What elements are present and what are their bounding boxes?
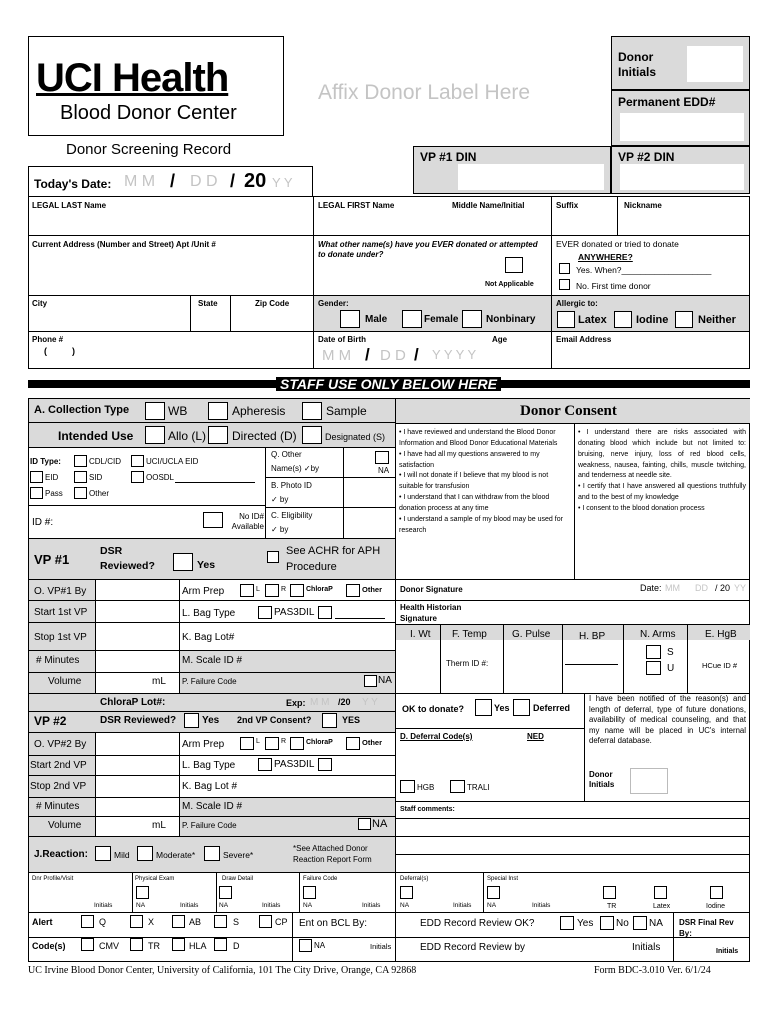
affix-label: Affix Donor Label Here [318, 81, 531, 104]
draw-detail-label: Draw Detail [222, 876, 254, 882]
date-dd[interactable]: D D [190, 173, 218, 190]
failure2-na-checkbox[interactable] [358, 818, 371, 830]
vp2-label: VP #2 [34, 714, 67, 728]
bag-lot1-label: K. Bag Lot# [182, 632, 235, 643]
name-by-label: Name(s) ✓by [271, 464, 320, 473]
physical-exam-na: NA [136, 902, 146, 909]
no-id-checkbox[interactable] [203, 512, 223, 528]
severe-checkbox[interactable] [204, 846, 220, 861]
special-inst-na: NA [487, 902, 497, 909]
failure-code-checkbox[interactable] [303, 886, 316, 899]
moderate-checkbox[interactable] [137, 846, 153, 861]
hgb-label: E. HgB [705, 629, 737, 640]
alert-q-label: Q [99, 917, 107, 927]
consent-left-item: • I understand a sample of my blood may be used for research [399, 515, 563, 534]
edd-yes-label: Yes [577, 918, 594, 929]
mild-checkbox[interactable] [95, 846, 111, 861]
female-label: Female [424, 314, 459, 325]
code-cmv-checkbox[interactable] [81, 938, 94, 951]
dnr-profile-initials: Initials [94, 902, 113, 909]
edd-na-label: NA [649, 918, 663, 929]
bp-label: H. BP [579, 631, 606, 642]
iodine-label: Iodine [636, 314, 669, 326]
bag-type1-label: L. Bag Type [182, 608, 236, 619]
bag-type2-other-checkbox[interactable] [318, 758, 332, 771]
nonbinary-checkbox[interactable] [462, 310, 482, 328]
ent-bcl-initials: Initials [370, 942, 392, 951]
footer-address: UC Irvine Blood Donor Center, University of California, 101 The City Drive, Orange, CA 92868 [28, 965, 417, 976]
alert-s-label: S [233, 917, 240, 927]
dsr-yes-checkbox[interactable] [173, 553, 193, 571]
trali-checkbox[interactable] [450, 780, 465, 793]
female-checkbox[interactable] [402, 310, 422, 328]
see-achr-checkbox[interactable] [267, 551, 279, 563]
severe-label: Severe* [223, 850, 254, 860]
legal-last-label: LEGAL LAST Name [32, 201, 107, 210]
permanent-edd-field[interactable] [620, 113, 744, 141]
consent-left-item: • I have reviewed and understand the Blood Donor Information and Blood Donor Educational Materials [399, 429, 558, 447]
not-applicable-checkbox[interactable] [505, 257, 523, 273]
special-inst-label: Special Inst [487, 876, 519, 882]
deferral-codes-label: D. Deferral Code(s) [400, 732, 473, 741]
failure-code2-label: P. Failure Code [182, 821, 237, 830]
deferrals-label: Deferral(s) [400, 876, 429, 882]
stop1-label: Stop 1st VP [34, 632, 87, 643]
hgb-defer-checkbox[interactable] [400, 780, 415, 793]
id-type-label: ID Type: [30, 457, 61, 466]
allo-checkbox[interactable] [145, 426, 165, 444]
volume1-ml: mL [152, 676, 166, 687]
arms-label: N. Arms [640, 629, 676, 640]
deferrals-initials: Initials [453, 902, 472, 909]
footer-form: Form BDC-3.010 Ver. 6/1/24 [594, 965, 711, 976]
consent-date-mm[interactable]: MM [665, 583, 680, 593]
deferral-donor-initials: Donor Initials [589, 770, 615, 790]
latex-bottom-checkbox[interactable] [654, 886, 667, 899]
allergic-label: Allergic to: [556, 299, 598, 308]
neither-checkbox[interactable] [675, 311, 693, 328]
not-applicable-label: Not Applicable [485, 281, 534, 288]
staff-comments-label: Staff comments: [400, 806, 455, 813]
ent-bcl-na-checkbox[interactable] [299, 939, 312, 952]
no-id-label: No ID# Available [231, 512, 264, 531]
arm1-other-checkbox[interactable] [346, 584, 360, 597]
tr-checkbox[interactable] [603, 886, 616, 899]
vp1-by-label: O. VP#1 By [34, 586, 87, 597]
arm1-other: Other [362, 585, 383, 594]
arm2-other: Other [362, 738, 383, 747]
alert-q-checkbox[interactable] [81, 915, 94, 928]
alert-label: Alert [32, 917, 53, 927]
designated-label: Designated (S) [325, 432, 386, 442]
consent-right-item: • I understand there are risks associated with donating blood which include but not limited to: bruising, nerve injury, loss of red blood cells, weakness, nausea, fainting, chills, muscle twitching, and tenderness at needle site. [578, 429, 746, 480]
draw-detail-checkbox[interactable] [219, 886, 232, 899]
eligibility-label: C. Eligibility [271, 511, 313, 520]
ent-bcl-na: NA [314, 941, 326, 950]
alert-ab-label: AB [189, 917, 202, 927]
apheresis-checkbox[interactable] [208, 402, 228, 420]
allo-label: Allo (L) [168, 429, 207, 443]
arm1-l-checkbox[interactable] [240, 584, 254, 597]
other-id-label: Other [89, 489, 110, 498]
edd-by-label: EDD Record Review by [420, 942, 526, 953]
see-achr-label: See ACHR for APH Procedure [286, 545, 381, 573]
ok-yes-checkbox[interactable] [475, 699, 492, 716]
uci-ucla-checkbox[interactable] [131, 455, 144, 467]
dob-label: Date of Birth [318, 335, 366, 344]
uci-ucla-label: UCI/UCLA EID [146, 457, 199, 466]
reaction-label: J.Reaction: [34, 849, 88, 860]
q-other-na: NA [378, 466, 390, 475]
phone-label: Phone # [32, 335, 64, 344]
code-d-checkbox[interactable] [214, 938, 227, 951]
ok-to-donate-label: OK to donate? [402, 704, 464, 714]
ent-bcl-label: Ent on BCL By: [299, 918, 367, 929]
no-first-label: No. First time donor [576, 281, 651, 291]
nickname-label: Nickname [624, 201, 662, 210]
code-tr-label: TR [148, 941, 160, 951]
todays-date-label: Today's Date: [34, 177, 112, 191]
mild-label: Mild [114, 850, 130, 860]
donor-initials-field[interactable] [687, 46, 743, 82]
physical-exam-initials: Initials [180, 902, 199, 909]
bag-lot2-label: K. Bag Lot # [182, 781, 238, 792]
neither-label: Neither [698, 314, 736, 326]
scale-id2-label: M. Scale ID # [182, 801, 243, 812]
bag-type2-label: L. Bag Type [182, 760, 236, 771]
photo-by-label: ✓ by [271, 495, 289, 504]
male-label: Male [365, 314, 388, 325]
physical-exam-label: Physical Exam [135, 876, 175, 882]
vp2-consent-label: 2nd VP Consent? [237, 715, 312, 725]
eid-checkbox[interactable] [30, 471, 43, 483]
deferrals-checkbox[interactable] [400, 886, 413, 899]
special-inst-checkbox[interactable] [487, 886, 500, 899]
failure1-na-checkbox[interactable] [364, 675, 377, 687]
address-label: Current Address (Number and Street) Apt /Unit # [32, 240, 216, 249]
pas3dil2-checkbox[interactable] [258, 758, 272, 771]
arm1-r-checkbox[interactable] [265, 584, 279, 597]
wt-label: I. Wt [410, 629, 431, 640]
consent-left-item: • I have had all my questions answered to my satisfaction [399, 450, 540, 469]
code-hla-checkbox[interactable] [172, 938, 185, 951]
latex-bottom-label: Latex [653, 903, 671, 910]
cdl-label: CDL/CID [89, 457, 122, 466]
dsr-final-initials: Initials [716, 948, 739, 955]
suffix-label: Suffix [556, 201, 579, 210]
exp-20: /20 [338, 697, 351, 707]
arm-prep1-label: Arm Prep [182, 586, 225, 597]
record-title: Donor Screening Record [66, 141, 232, 158]
dnr-profile-label: Dnr Profile/Visit [32, 876, 74, 882]
consent-date-dd[interactable]: DD [695, 583, 708, 593]
alert-x-label: X [148, 917, 155, 927]
consent-left-item: • I understand that I can withdraw from the blood donation process at any time [399, 494, 550, 512]
latex-checkbox[interactable] [557, 311, 575, 328]
code-cmv-label: CMV [99, 941, 119, 951]
exp-mm[interactable]: M M [310, 697, 330, 708]
sid-label: SID [89, 473, 103, 482]
pas3dil2-label: PAS3DIL [274, 759, 315, 770]
ok-deferred-checkbox[interactable] [513, 699, 530, 716]
nonbinary-label: Nonbinary [486, 314, 536, 325]
vp2-by-label: O. VP#2 By [34, 739, 87, 750]
arms-u-checkbox[interactable] [646, 661, 661, 675]
edd-no-checkbox[interactable] [600, 916, 614, 930]
ned-label: NED [527, 732, 544, 741]
dob-dd[interactable]: D D [380, 347, 406, 364]
vp2-din-label: VP #2 DIN [618, 150, 675, 164]
latex-label: Latex [578, 314, 607, 326]
codes-label: Code(s) [32, 941, 66, 951]
dob-yyyy[interactable]: Y Y Y Y [432, 347, 477, 362]
oosdl-label: OOSDL [146, 473, 175, 482]
draw-detail-initials: Initials [262, 902, 281, 909]
tr-label: TR [607, 903, 617, 910]
date-mm[interactable]: M M [124, 173, 156, 190]
failure-code-na: NA [303, 902, 313, 909]
moderate-label: Moderate* [156, 850, 196, 860]
arm2-other-checkbox[interactable] [346, 737, 360, 750]
middle-name-label: Middle Name/Initial [452, 201, 525, 210]
consent-left-list [399, 428, 571, 536]
alert-s-checkbox[interactable] [214, 915, 227, 928]
legal-first-label: LEGAL FIRST Name [318, 201, 395, 210]
city-label: City [32, 299, 48, 308]
code-hla-label: HLA [189, 941, 207, 951]
dsr2-yes-label: Yes [202, 715, 220, 726]
wb-checkbox[interactable] [145, 402, 165, 420]
dob-mm[interactable]: M M [322, 347, 352, 364]
alert-cp-label: CP [275, 917, 288, 927]
id-number-label: ID #: [32, 517, 54, 528]
edd-yes-checkbox[interactable] [560, 916, 574, 930]
hgb-defer-label: HGB [417, 783, 435, 792]
start2-label: Start 2nd VP [30, 760, 87, 771]
edd-ok-label: EDD Record Review OK? [420, 918, 535, 929]
volume2-ml: mL [152, 820, 166, 831]
failure-code1-label: P. Failure Code [182, 677, 237, 686]
vp1-din-field[interactable] [458, 164, 604, 190]
code-d-label: D [233, 941, 240, 951]
special-inst-initials: Initials [532, 902, 551, 909]
permanent-edd-label: Permanent EDD# [618, 95, 716, 109]
directed-checkbox[interactable] [208, 426, 228, 444]
consent-title: Donor Consent [520, 403, 617, 419]
minutes2-label: # Minutes [36, 801, 80, 812]
consent-date-yy[interactable]: YY [734, 583, 747, 593]
iodine-bottom-checkbox[interactable] [710, 886, 723, 899]
yes-when-checkbox[interactable] [559, 263, 570, 274]
sid-checkbox[interactable] [74, 471, 87, 483]
consent-right-list [578, 428, 746, 515]
arm2-l-checkbox[interactable] [240, 737, 254, 750]
alert-cp-checkbox[interactable] [259, 915, 272, 928]
minutes1-label: # Minutes [36, 655, 80, 666]
alert-ab-checkbox[interactable] [172, 915, 185, 928]
directed-label: Directed (D) [232, 429, 297, 443]
intended-use-label: Intended Use [58, 429, 134, 443]
vp2-consent-yes: YES [342, 715, 361, 725]
edd-no-label: No [616, 918, 629, 929]
volume1-label: Volume [48, 676, 82, 687]
donor-signature-label: Donor Signature [400, 585, 463, 594]
scale-id1-label: M. Scale ID # [182, 655, 243, 666]
date-yy[interactable]: Y Y [272, 175, 293, 190]
consent-left-item: • I will not donate if I believe that my blood is not suitable for transfusion [399, 472, 549, 491]
apheresis-label: Apheresis [232, 404, 286, 418]
dsr-final-label: DSR Final Rev By: [679, 918, 734, 939]
eligibility-by-label: ✓ by [271, 525, 289, 534]
failure-code-label: Failure Code [303, 876, 338, 882]
volume2-label: Volume [48, 820, 82, 831]
pas3dil1-label: PAS3DIL [274, 607, 315, 618]
vp1-din-label: VP #1 DIN [420, 150, 477, 164]
designated-checkbox[interactable] [302, 426, 322, 444]
trali-label: TRALI [467, 783, 490, 792]
q-other-label: Q. Other [271, 450, 302, 459]
start1-label: Start 1st VP [34, 607, 88, 618]
deferral-initials-field[interactable] [630, 768, 668, 794]
ok-deferred-label: Deferred [533, 703, 571, 713]
sample-label: Sample [326, 404, 367, 418]
age-label: Age [492, 335, 508, 344]
arms-u-label: U [667, 663, 675, 674]
other-id-checkbox[interactable] [74, 487, 87, 499]
wb-label: WB [168, 404, 188, 418]
failure2-na: NA [372, 818, 388, 830]
dob-slash-1: / [365, 345, 370, 364]
email-label: Email Address [556, 335, 612, 344]
arm2-r-checkbox[interactable] [265, 737, 279, 750]
consent-date-20: / 20 [715, 583, 731, 593]
edd-by-initials: Initials [632, 942, 661, 953]
therm-id-label: Therm ID #: [446, 659, 489, 668]
edd-na-checkbox[interactable] [633, 916, 647, 930]
draw-detail-na: NA [219, 902, 229, 909]
yes-when-label: Yes. When?___________________ [576, 265, 712, 275]
dsr2-yes-checkbox[interactable] [184, 713, 199, 728]
dsr-yes-label: Yes [197, 559, 216, 571]
dsr-reviewed2-label: DSR Reviewed? [100, 715, 177, 726]
state-label: State [198, 299, 218, 308]
chlorap-lot-label: ChloraP Lot#: [100, 697, 166, 708]
sample-checkbox[interactable] [302, 402, 322, 420]
date-20: 20 [244, 170, 267, 192]
ok-yes-label: Yes [494, 703, 510, 713]
oosdl-checkbox[interactable] [131, 471, 144, 483]
pass-label: Pass [45, 489, 63, 498]
arms-s-checkbox[interactable] [646, 645, 661, 659]
alert-x-checkbox[interactable] [130, 915, 143, 928]
vp1-label: VP #1 [34, 552, 70, 567]
deferrals-na: NA [400, 902, 410, 909]
stop2-label: Stop 2nd VP [30, 781, 87, 792]
failure1-na: NA [378, 675, 392, 686]
donor-initials-label: Donor Initials [618, 50, 657, 79]
temp-label: F. Temp [452, 629, 487, 640]
other-names-label: What other name(s) have you EVER donated or attempted to donate under? [318, 240, 538, 260]
code-tr-checkbox[interactable] [130, 938, 143, 951]
collection-type-label: A. Collection Type [34, 404, 130, 416]
see-attached-label: *See Attached Donor Reaction Report Form [293, 844, 372, 865]
deferral-notified-text: I have been notified of the reason(s) and length of deferral, type of future donations, availability of medical counseling, and that my name will be placed in UC's internal deferral database. [589, 694, 746, 746]
no-first-checkbox[interactable] [559, 279, 570, 290]
pass-checkbox[interactable] [30, 487, 43, 499]
consent-right-item: • I consent to the blood donation process [578, 504, 705, 512]
failure-code-initials: Initials [362, 902, 381, 909]
male-checkbox[interactable] [340, 310, 360, 328]
date-slash-1: / [170, 171, 176, 191]
bag-type1-other-checkbox[interactable] [318, 606, 332, 619]
arm1-chlorap: ChloraP [306, 586, 333, 593]
pas3dil1-checkbox[interactable] [258, 606, 272, 619]
anywhere-label: ANYWHERE? [578, 252, 633, 262]
dsr-reviewed-label: DSR Reviewed? [100, 545, 155, 573]
iodine-bottom-label: Iodine [706, 903, 726, 910]
logo-main: UCI Health [36, 56, 229, 100]
exp-label: Exp: [286, 698, 306, 708]
arm2-chlorap: ChloraP [306, 739, 333, 746]
arm2-r: R [281, 738, 287, 745]
vp2-consent-checkbox[interactable] [322, 713, 337, 728]
consent-date-label: Date: [640, 583, 662, 593]
dob-slash-2: / [414, 345, 419, 364]
q-other-checkbox[interactable] [375, 451, 389, 464]
arms-s-label: S [667, 647, 674, 658]
arm1-chlorap-checkbox[interactable] [290, 584, 304, 597]
cdl-checkbox[interactable] [74, 455, 87, 467]
hcue-id-label: HCue ID # [702, 661, 738, 670]
arm2-l: L [256, 738, 260, 745]
logo-sub: Blood Donor Center [60, 102, 237, 124]
arm-prep2-label: Arm Prep [182, 739, 225, 750]
vp2-din-field[interactable] [620, 164, 744, 190]
photo-id-label: B. Photo ID [271, 481, 312, 490]
eid-label: EID [45, 473, 59, 482]
health-historian-label: Health Historian Signature [400, 603, 462, 623]
pulse-label: G. Pulse [512, 629, 551, 640]
iodine-checkbox[interactable] [614, 311, 632, 328]
arm1-l: L [256, 586, 260, 593]
phone-parens[interactable]: ( ) [44, 346, 75, 356]
gender-label: Gender: [318, 299, 349, 308]
exp-yy[interactable]: Y Y [362, 697, 378, 708]
zip-label: Zip Code [255, 299, 290, 308]
staff-banner: STAFF USE ONLY BELOW HERE [276, 377, 501, 391]
arm2-chlorap-checkbox[interactable] [290, 737, 304, 750]
physical-exam-checkbox[interactable] [136, 886, 149, 899]
date-slash-2: / [230, 171, 236, 191]
ever-donated-label: EVER donated or tried to donate [556, 239, 679, 249]
consent-right-item: • I certify that I have answered all questions truthfully and to the best of my knowledge [578, 483, 746, 502]
arm1-r: R [281, 586, 287, 593]
